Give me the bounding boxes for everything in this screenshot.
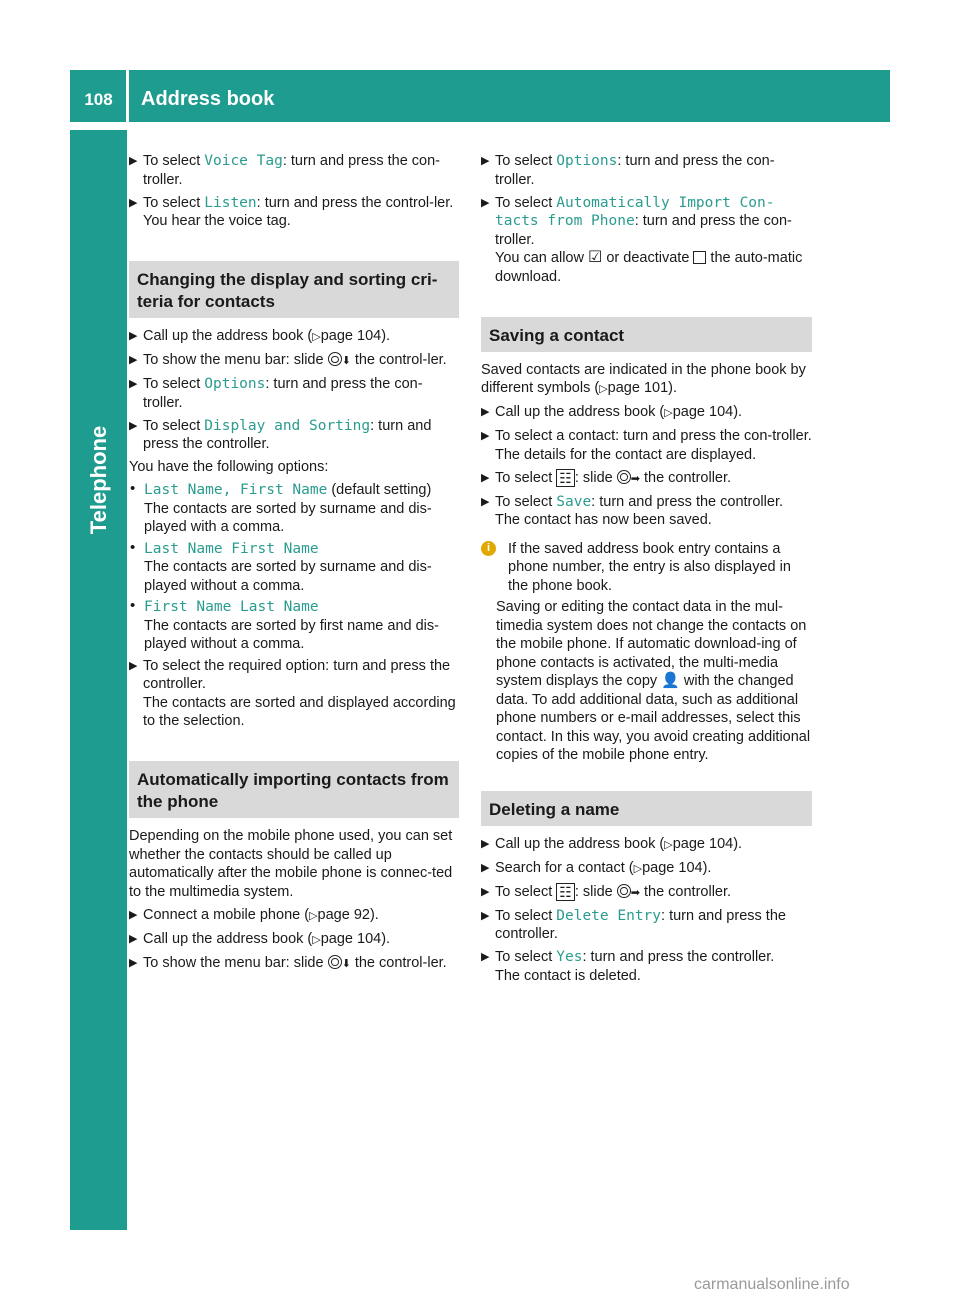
controller-icon — [617, 470, 631, 484]
left-column — [129, 152, 459, 978]
paragraph: Saved contacts are indicated in the phone book by different symbols (▷page 101). — [481, 361, 806, 396]
info-icon: i — [481, 541, 496, 556]
instruction-step: ▶ To select ☷ : slide ➡ the controller. — [481, 883, 732, 900]
instruction-step: ▶ Call up the address book (▷page 104). — [129, 328, 391, 344]
watermark: carmanualsonline.info — [694, 1276, 850, 1293]
instruction-step: ▶ To select a contact: turn and press the con-troller. The details for the contact are displayed. — [481, 428, 812, 463]
section-side-tab — [70, 130, 127, 1230]
instruction-step: ▶ To show the menu bar: slide ⬇ the control-ler. — [129, 954, 447, 971]
instruction-step: ▶ To select Yes: turn and press the controller. The contact is deleted. — [481, 949, 775, 984]
menu-icon: ☷ — [556, 469, 575, 487]
controller-icon — [328, 352, 342, 366]
option-item: • Last Name, First Name (default setting) The contacts are sorted by surname and dis-played with a comma. — [130, 480, 432, 535]
paragraph: Depending on the mobile phone used, you can set whether the contacts should be called up automatically after the mobile phone is connec-ted to the multimedia system. — [129, 828, 453, 900]
instruction-step: ▶ To select Display and Sorting: turn and press the controller. — [129, 417, 432, 452]
page-title: Address book — [141, 88, 275, 110]
slide-down-arrow-icon: ⬇ — [341, 957, 351, 970]
instruction-step: ▶ To select ☷ : slide ➡ the controller. — [481, 469, 732, 486]
right-column — [481, 152, 812, 990]
slide-right-arrow-icon: ➡ — [630, 886, 640, 899]
page-number: 108 — [84, 90, 113, 109]
paragraph: You have the following options: — [129, 459, 329, 475]
page-ref-arrow-icon: ▷ — [312, 933, 321, 946]
instruction-step: ▶ To select Options: turn and press the con-troller. — [129, 376, 423, 411]
instruction-step: ▶ To select the required option: turn and press the controller. The contacts are sorted and displayed according to the selection. — [129, 657, 456, 729]
instruction-step: ▶ Call up the address book (▷page 104). — [481, 404, 743, 420]
instruction-step: ▶ To select Listen: turn and press the control-ler. You hear the voice tag. — [129, 194, 454, 229]
instruction-step: ▶ Call up the address book (▷page 104). — [481, 835, 743, 852]
option-item: • Last Name First Name The contacts are sorted by surname and dis-played without a comma. — [130, 538, 432, 594]
page-ref-arrow-icon: ▷ — [633, 862, 643, 875]
header-divider — [126, 70, 129, 122]
page-ref-arrow-icon: ▷ — [312, 331, 321, 343]
instruction-step: ▶ To show the menu bar: slide ⬇ the control-ler. — [129, 352, 447, 368]
instruction-step: ▶ Connect a mobile phone (▷page 92). — [129, 906, 379, 923]
checkbox-checked-icon: ☑ — [587, 249, 603, 266]
instruction-step: ▶ Call up the address book (▷page 104). — [129, 930, 391, 947]
page-ref-arrow-icon: ▷ — [664, 838, 673, 851]
section-heading: Automatically importing contacts from the phone — [129, 761, 459, 818]
info-note: i If the saved address book entry contains a phone number, the entry is also displayed in the phone book. Saving or editing the contact data in the mul-timedia system does not change the contacts on the mobile phone. If automatic download-ing of phone contacts is activated, the multi-media system displays the copy 👤 with the changed data. To add additional data, such as additional phone numbers or e-mail addresses, select this contact. In this way, you avoid creating additional copies of the mobile phone entry. — [481, 540, 812, 765]
side-tab-label: Telephone — [85, 425, 111, 535]
page-ref-arrow-icon: ▷ — [599, 383, 608, 395]
option-item: • First Name Last Name The contacts are sorted by first name and dis-played without a comma. — [130, 597, 439, 652]
checkbox-empty-icon — [693, 251, 706, 264]
controller-icon — [328, 955, 342, 969]
section-heading: Saving a contact — [481, 317, 812, 352]
slide-right-arrow-icon: ➡ — [630, 472, 640, 485]
instruction-step: ▶ To select Save: turn and press the controller. The contact has now been saved. — [481, 493, 783, 528]
menu-icon: ☷ — [556, 883, 575, 901]
instruction-step: ▶ Search for a contact (▷page 104). — [481, 859, 712, 876]
page-ref-arrow-icon: ▷ — [664, 407, 673, 419]
instruction-step: ▶ To select Voice Tag: turn and press the con-troller. — [129, 153, 440, 188]
instruction-step: ▶ To select Options: turn and press the con-troller. — [481, 153, 775, 188]
section-heading: Deleting a name — [481, 791, 812, 826]
controller-icon — [617, 884, 631, 898]
section-heading: Changing the display and sorting cri-teria for contacts — [129, 261, 459, 318]
person-icon: 👤 — [661, 672, 680, 689]
slide-down-arrow-icon: ⬇ — [341, 355, 351, 367]
instruction-step: ▶ To select Automatically Import Con-tacts from Phone: turn and press the con-troller. You can allow ☑ or deactivate the auto-matic download. — [481, 194, 803, 285]
instruction-step: ▶ To select Delete Entry: turn and press the controller. — [481, 907, 786, 942]
page-ref-arrow-icon: ▷ — [309, 909, 318, 922]
